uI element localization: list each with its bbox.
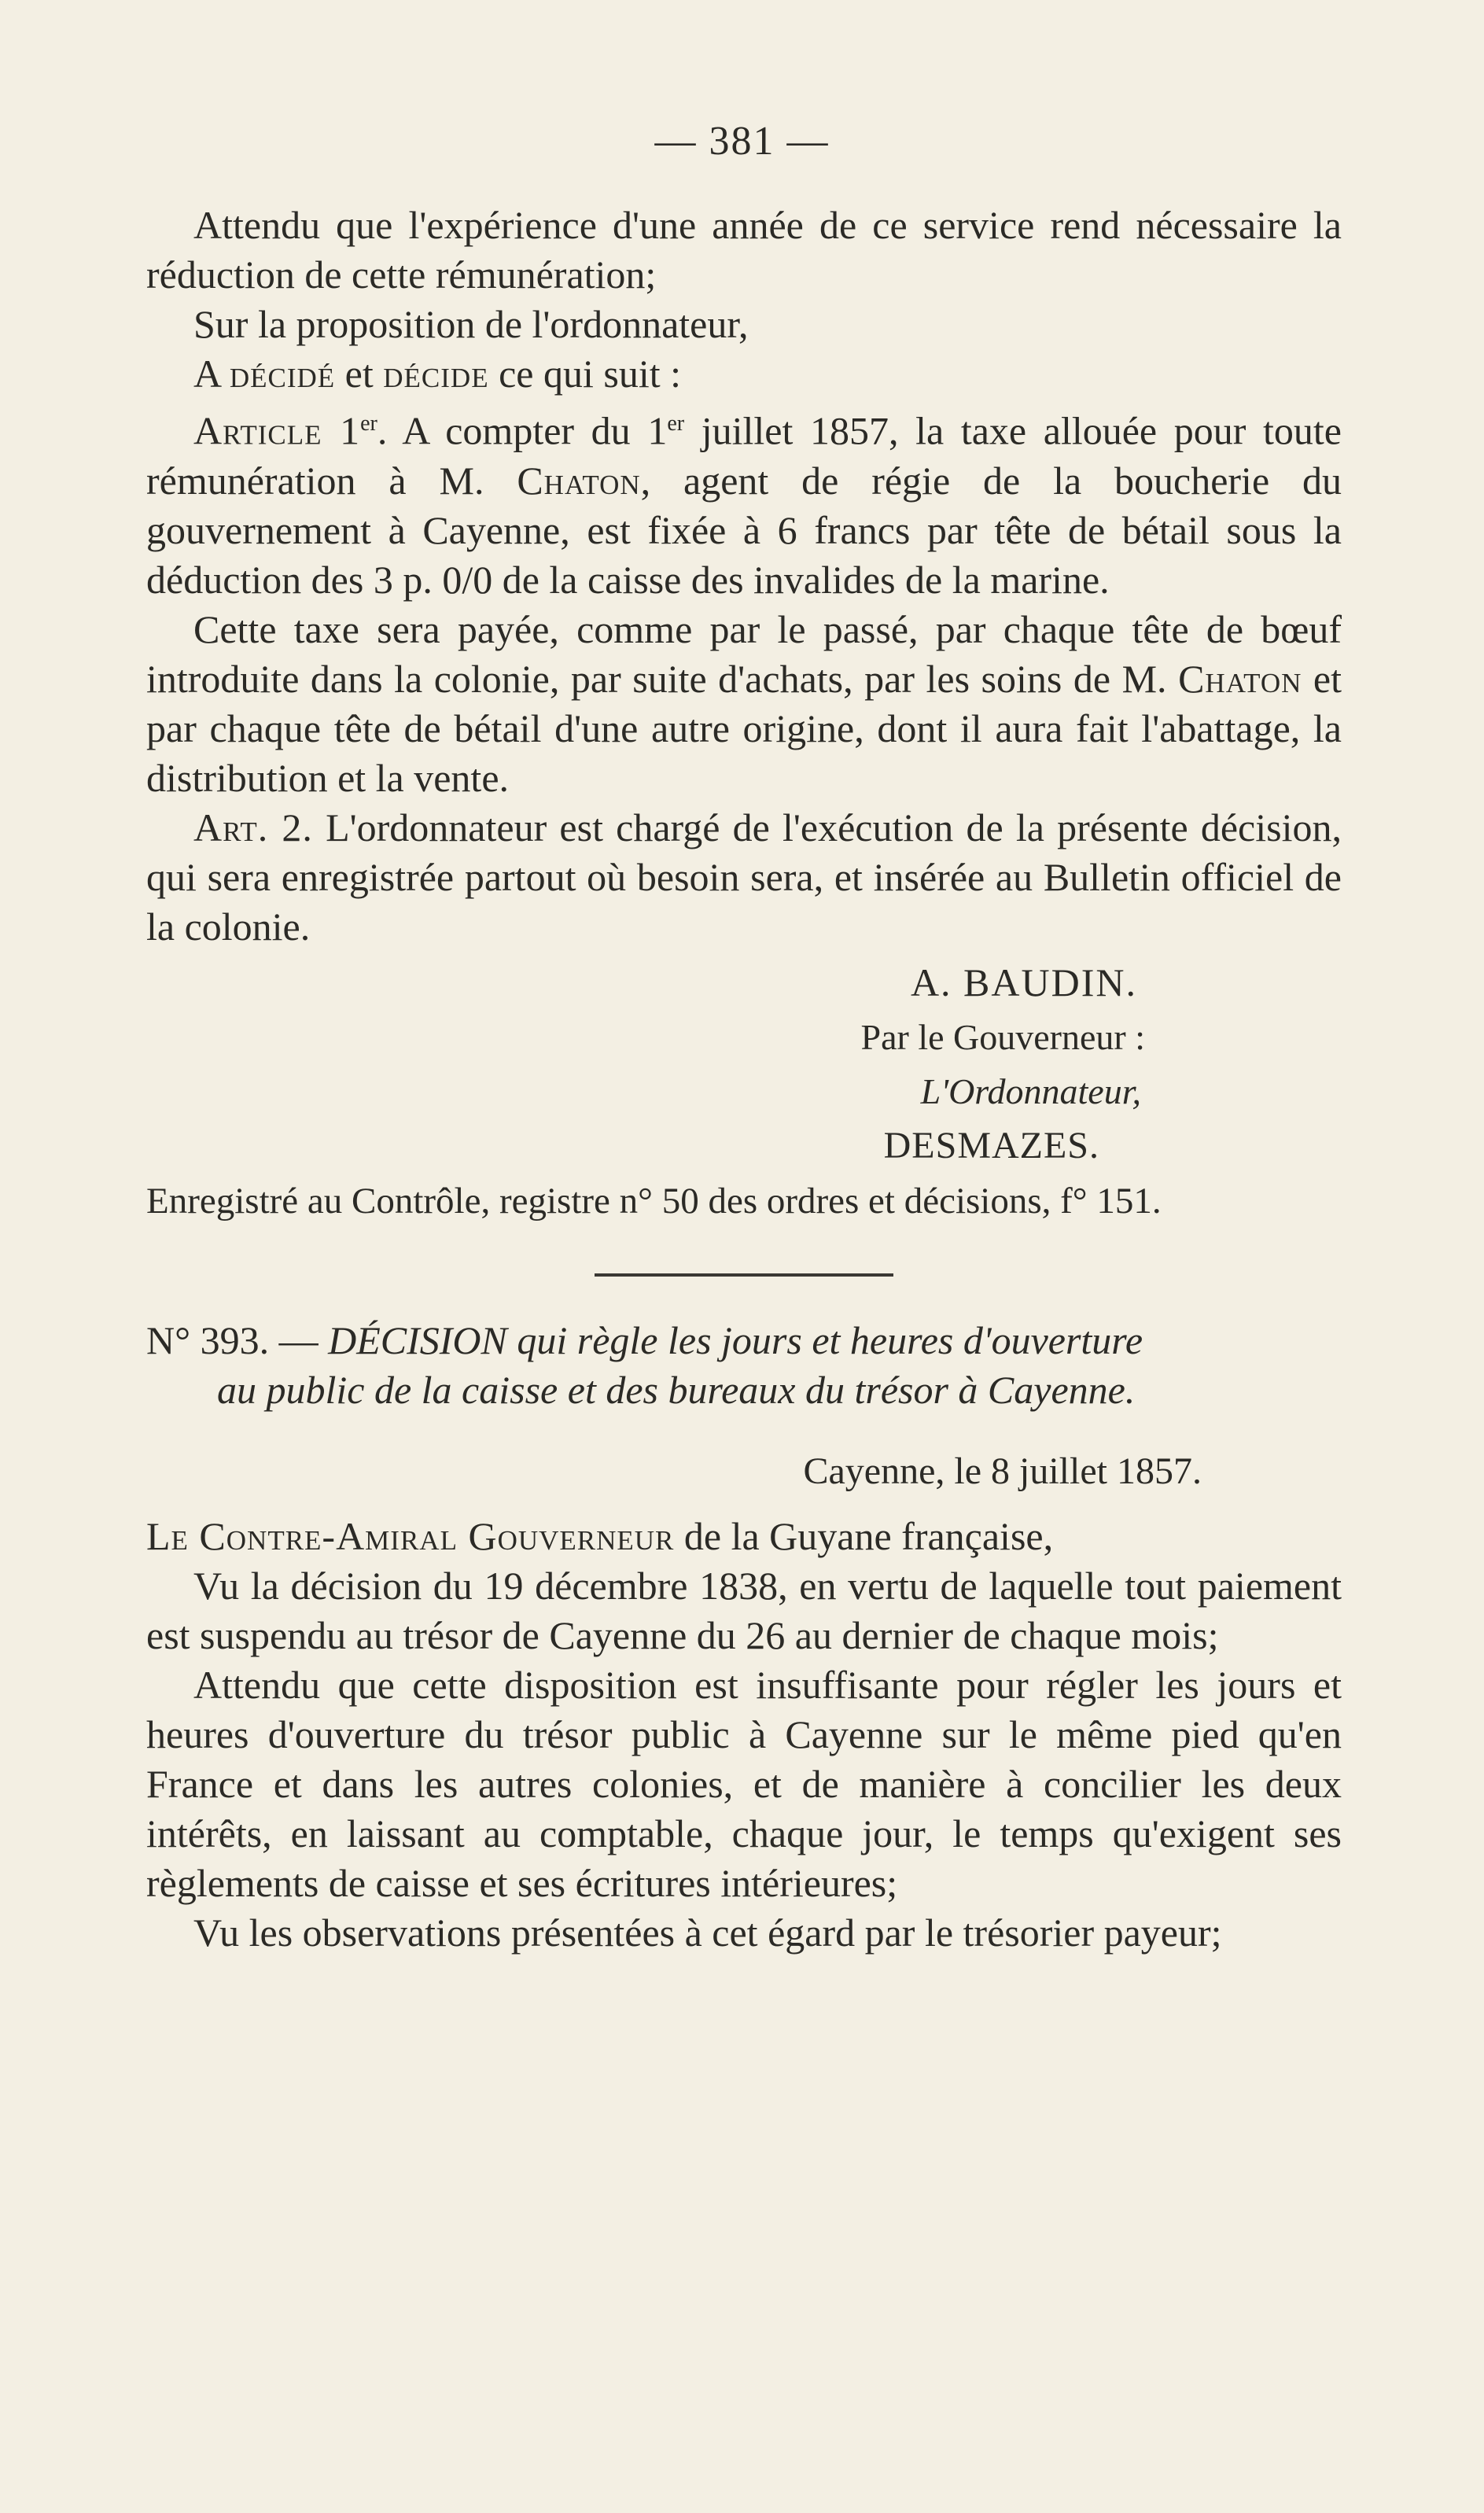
dateline: Cayenne, le 8 juillet 1857. [803, 1450, 1202, 1492]
decision-dash: — [269, 1317, 329, 1362]
decide-et: et [344, 352, 374, 396]
governor-rest: de la Guyane française, [674, 1513, 1054, 1558]
taxe-name: Chaton [1178, 656, 1302, 701]
article-1-text-c: , agent de régie de la boucherie du gouvernement à Cayenne, est fixée à 6 francs par tête de bétail sous la déduction des 3 p. 0/0 de la caisse des invalides de la marine. [146, 458, 1342, 602]
decision-title-line2: au public de la caisse et des bureaux du trésor à Cayenne. [217, 1367, 1136, 1412]
taxe-text-a: Cette taxe sera payée, comme par le passé, par chaque tête de bœuf introduite dans la colonie, par suite d'achats, par les soins de M. [146, 606, 1342, 701]
governor-title: Le Contre-Amiral Gouverneur [146, 1513, 675, 1558]
decide-a: A [193, 352, 220, 396]
paragraph-taxe [146, 605, 1342, 803]
signature-par: Par le Gouverneur : [860, 1016, 1145, 1057]
article-1-label: Article 1 [193, 408, 361, 453]
signature-role: L'Ordonnateur, [920, 1070, 1141, 1111]
article-2-text: L'ordonnateur est chargé de l'exécution de la présente décision, qui sera enregistrée partout où besoin sera, et insérée au Bulletin officiel de la colonie. [146, 805, 1342, 949]
paragraph-attendu: Attendu que l'expérience d'une année de ce service rend nécessaire la réduction de cette rémunération; [146, 203, 1342, 297]
paragraph-proposition: Sur la proposition de l'ordonnateur, [193, 302, 749, 346]
article-2-label: Art. 2. [193, 805, 313, 849]
decision-title-line1: DÉCISION qui règle les jours et heures d'ouverture [328, 1317, 1143, 1362]
paragraph-vu-1: Vu la décision du 19 décembre 1838, en vertu de laquelle tout paiement est suspendu au trésor de Cayenne du 26 au dernier de chaque mois; [146, 1563, 1342, 1657]
article-1 [146, 399, 1342, 605]
decision-number: N° 393. [146, 1317, 270, 1362]
article-1-text-a: . A compter du 1 [377, 408, 668, 453]
signature-governor: A. BAUDIN. [910, 960, 1137, 1004]
decide-smallcaps-2: décide [383, 352, 489, 396]
decide-rest: ce qui suit : [499, 352, 681, 396]
paragraph-vu-2: Vu les observations présentées à cet égard par le trésorier payeur; [193, 1910, 1222, 1955]
signature-ordonnateur: DESMAZES. [883, 1124, 1099, 1166]
paragraph-attendu-2: Attendu que cette disposition est insuffisante pour régler les jours et heures d'ouverture du trésor public à Cayenne sur le même pied qu'en France et dans les autres colonies, et de manière à concilier les deux intérêts, en laissant au comptable, chaque jour, le temps qu'exigent ses règlements de caisse et ses écritures intérieures; [146, 1662, 1342, 1905]
decision-heading [146, 1316, 1342, 1415]
paragraph-decide [146, 349, 1342, 399]
registration-note: Enregistré au Contrôle, registre n° 50 des ordres et décisions, f° 151. [146, 1180, 1162, 1221]
section-divider [595, 1273, 893, 1277]
governor-line [146, 1512, 1342, 1561]
taxe-text-b: et par chaque tête de bétail d'une autre origine, dont il aura fait l'abattage, la distribution et la vente. [146, 656, 1342, 800]
article-1-sup2: er [667, 411, 685, 436]
article-1-text-b: juillet 1857, la taxe allouée pour toute rémunération à M. [146, 408, 1342, 503]
article-2 [146, 803, 1342, 952]
article-1-sup: er [360, 411, 377, 436]
decide-smallcaps-1: décidé [229, 352, 336, 396]
page-number: — 381 — [654, 119, 830, 164]
article-1-name: Chaton [517, 458, 641, 503]
document-body [146, 201, 1342, 1958]
